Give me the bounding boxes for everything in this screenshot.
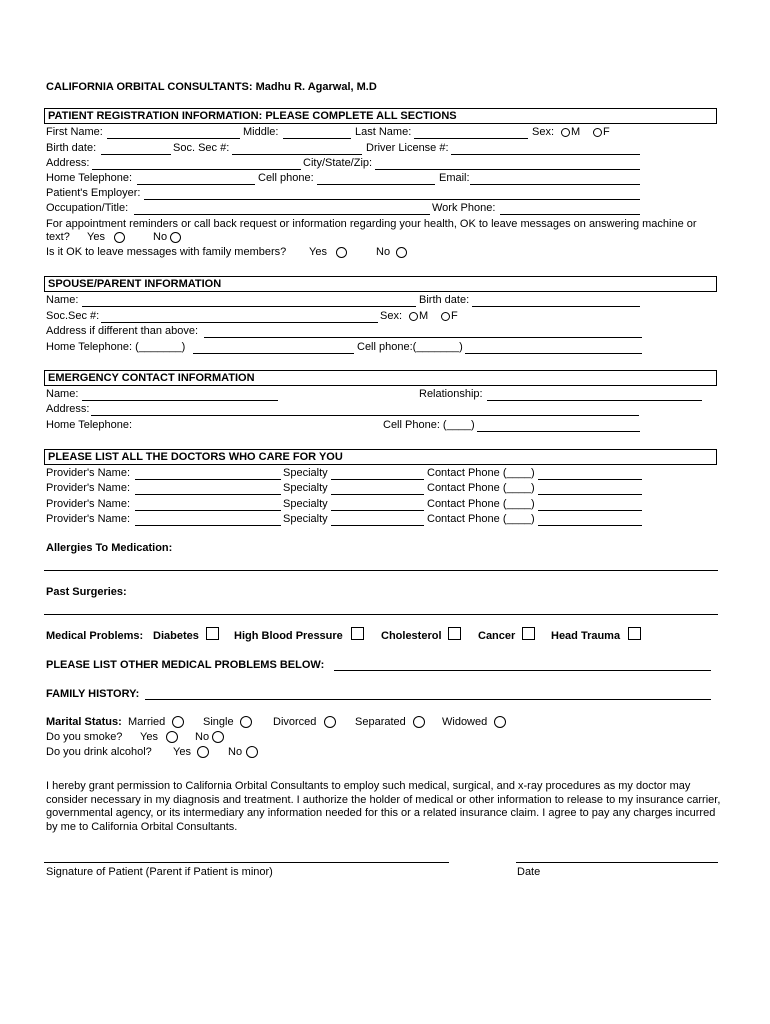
form-title: CALIFORNIA ORBITAL CONSULTANTS: Madhu R. Agarwal, M.D: [46, 81, 377, 93]
birth-date-field[interactable]: [101, 154, 171, 155]
allergies-label: Allergies To Medication:: [46, 542, 173, 554]
spouse-cell-phone-field[interactable]: [465, 353, 642, 354]
spouse-sex-label: Sex:: [380, 310, 403, 322]
married-radio[interactable]: [172, 716, 184, 728]
soc-sec-field[interactable]: [232, 154, 362, 155]
family-no-radio[interactable]: [396, 247, 407, 258]
last-name-label: Last Name:: [355, 126, 412, 138]
alcohol-no-label: No: [228, 746, 243, 758]
separated-label: Separated: [355, 716, 406, 728]
signature-label: Signature of Patient (Parent if Patient is minor): [46, 866, 273, 878]
reminder-yes-label: Yes: [87, 231, 105, 243]
specialty-field[interactable]: [331, 479, 424, 480]
diabetes-checkbox[interactable]: [206, 627, 219, 640]
doctors-section-header: [44, 449, 717, 465]
provider-name-field[interactable]: [135, 494, 281, 495]
address-label: Address:: [46, 157, 90, 169]
specialty-label: Specialty: [283, 482, 328, 494]
head-trauma-label: Head Trauma: [551, 630, 621, 642]
other-problems-label: PLEASE LIST OTHER MEDICAL PROBLEMS BELOW:: [46, 659, 325, 671]
smoke-yes-radio[interactable]: [166, 731, 178, 743]
spouse-sex-m-label: M: [419, 310, 429, 322]
occupation-label: Occupation/Title:: [46, 202, 129, 214]
spouse-name-label: Name:: [46, 294, 79, 306]
sex-f-label: F: [603, 126, 610, 138]
date-field[interactable]: [516, 862, 718, 863]
middle-field[interactable]: [283, 138, 351, 139]
specialty-field[interactable]: [331, 510, 424, 511]
work-phone-label: Work Phone:: [432, 202, 496, 214]
smoke-yes-label: Yes: [140, 731, 158, 743]
other-problems-field[interactable]: [334, 670, 711, 671]
specialty-label: Specialty: [283, 467, 328, 479]
emergency-cell-phone-field[interactable]: [477, 431, 640, 432]
specialty-field[interactable]: [331, 525, 424, 526]
employer-label: Patient's Employer:: [46, 187, 141, 199]
first-name-label: First Name:: [46, 126, 103, 138]
reminder-no-label: No: [153, 231, 168, 243]
alcohol-yes-label: Yes: [173, 746, 191, 758]
provider-name-label: Provider's Name:: [46, 513, 131, 525]
spouse-sex-f-label: F: [451, 310, 458, 322]
spouse-section-header: [44, 276, 717, 292]
contact-phone-label: Contact Phone (____): [427, 482, 535, 494]
sex-label: Sex:: [532, 126, 555, 138]
patient-section-title: PATIENT REGISTRATION INFORMATION: PLEASE COMPLETE ALL SECTIONS: [48, 110, 457, 122]
cholesterol-checkbox[interactable]: [448, 627, 461, 640]
spouse-sex-m-radio[interactable]: [409, 312, 418, 321]
alcohol-no-radio[interactable]: [246, 746, 258, 758]
home-telephone-label: Home Telephone:: [46, 172, 133, 184]
email-field[interactable]: [470, 184, 640, 185]
last-name-field[interactable]: [414, 138, 528, 139]
emergency-section-title: EMERGENCY CONTACT INFORMATION: [48, 372, 255, 384]
driver-license-field[interactable]: [451, 154, 640, 155]
divorced-label: Divorced: [273, 716, 317, 728]
family-messages-question: Is it OK to leave messages with family members?: [46, 246, 287, 258]
spouse-soc-sec-label: Soc.Sec #:: [46, 310, 100, 322]
occupation-field[interactable]: [134, 214, 430, 215]
cell-phone-field[interactable]: [317, 184, 435, 185]
soc-sec-label: Soc. Sec #:: [173, 142, 230, 154]
widowed-label: Widowed: [442, 716, 488, 728]
doctors-section-title: PLEASE LIST ALL THE DOCTORS WHO CARE FOR YOU: [48, 451, 343, 463]
family-yes-label: Yes: [309, 246, 327, 258]
smoke-no-radio[interactable]: [212, 731, 224, 743]
diabetes-label: Diabetes: [153, 630, 199, 642]
separated-radio[interactable]: [413, 716, 425, 728]
spouse-address-label: Address if different than above:: [46, 325, 199, 337]
family-history-label: FAMILY HISTORY:: [46, 688, 140, 700]
smoke-question: Do you smoke?: [46, 731, 123, 743]
sex-m-radio[interactable]: [561, 128, 570, 137]
single-radio[interactable]: [240, 716, 252, 728]
signature-field[interactable]: [44, 862, 449, 863]
employer-field[interactable]: [144, 199, 640, 200]
emergency-relationship-label: Relationship:: [419, 388, 483, 400]
high-blood-pressure-label: High Blood Pressure: [234, 630, 343, 642]
cholesterol-label: Cholesterol: [381, 630, 442, 642]
address-field[interactable]: [92, 169, 301, 170]
spouse-cell-phone-label: Cell phone:(_______): [357, 341, 463, 353]
sex-f-radio[interactable]: [593, 128, 602, 137]
patient-section-header: [44, 108, 717, 124]
alcohol-question: Do you drink alcohol?: [46, 746, 152, 758]
spouse-name-field[interactable]: [82, 306, 416, 307]
spouse-birth-date-label: Birth date:: [419, 294, 470, 306]
cell-phone-label: Cell phone:: [258, 172, 314, 184]
past-surgeries-label: Past Surgeries:: [46, 586, 127, 598]
spouse-section-title: SPOUSE/PARENT INFORMATION: [48, 278, 222, 290]
sex-m-label: M: [571, 126, 581, 138]
head-trauma-checkbox[interactable]: [628, 627, 641, 640]
emergency-cell-phone-label: Cell Phone: (____): [383, 419, 475, 431]
family-yes-radio[interactable]: [336, 247, 347, 258]
emergency-relationship-field[interactable]: [487, 400, 702, 401]
contact-phone-field[interactable]: [538, 479, 642, 480]
provider-name-label: Provider's Name:: [46, 482, 131, 494]
high-blood-pressure-checkbox[interactable]: [351, 627, 364, 640]
provider-name-label: Provider's Name:: [46, 467, 131, 479]
single-label: Single: [203, 716, 234, 728]
provider-name-field[interactable]: [135, 510, 281, 511]
spouse-sex-f-radio[interactable]: [441, 312, 450, 321]
email-label: Email:: [439, 172, 470, 184]
contact-phone-label: Contact Phone (____): [427, 467, 535, 479]
widowed-radio[interactable]: [494, 716, 506, 728]
spouse-soc-sec-field[interactable]: [101, 322, 378, 323]
smoke-no-label: No: [195, 731, 210, 743]
emergency-address-field[interactable]: [91, 415, 639, 416]
spouse-home-telephone-label: Home Telephone: (_______): [46, 341, 186, 353]
text-question: text?: [46, 231, 70, 243]
provider-name-label: Provider's Name:: [46, 498, 131, 510]
contact-phone-field[interactable]: [538, 525, 642, 526]
driver-license-label: Driver License #:: [366, 142, 449, 154]
marital-status-label: Marital Status:: [46, 716, 122, 728]
middle-label: Middle:: [243, 126, 279, 138]
city-state-zip-field[interactable]: [375, 169, 640, 170]
city-state-zip-label: City/State/Zip:: [303, 157, 373, 169]
alcohol-yes-radio[interactable]: [197, 746, 209, 758]
emergency-name-field[interactable]: [82, 400, 278, 401]
specialty-field[interactable]: [331, 494, 424, 495]
spouse-birth-date-field[interactable]: [472, 306, 640, 307]
reminder-no-radio[interactable]: [170, 232, 181, 243]
reminder-question: For appointment reminders or call back request or information regarding your health, OK to leave messages on answering machine or: [46, 218, 697, 230]
contact-phone-label: Contact Phone (____): [427, 513, 535, 525]
reminder-yes-radio[interactable]: [114, 232, 125, 243]
provider-name-field[interactable]: [135, 479, 281, 480]
home-telephone-field[interactable]: [137, 184, 255, 185]
married-label: Married: [128, 716, 166, 728]
first-name-field[interactable]: [107, 138, 240, 139]
birth-date-label: Birth date:: [46, 142, 97, 154]
provider-name-field[interactable]: [135, 525, 281, 526]
spouse-address-field[interactable]: [204, 337, 642, 338]
specialty-label: Specialty: [283, 513, 328, 525]
allergies-field[interactable]: [44, 570, 718, 571]
consent-paragraph: I hereby grant permission to California Orbital Consultants to employ such medical, surgical, and x-ray procedures as my doctor may consider necessary in my diagnosis and treatment. I authorize the holder of medical or other information to release to my insurance carrier, governmental agency, or its intermediary any information needed for this or a related insurance claim. I agree to pay any charges incurred by me to California Orbital Consultants.: [46, 780, 721, 833]
cancer-checkbox[interactable]: [522, 627, 535, 640]
work-phone-field[interactable]: [500, 214, 640, 215]
cancer-label: Cancer: [478, 630, 516, 642]
specialty-label: Specialty: [283, 498, 328, 510]
emergency-name-label: Name:: [46, 388, 79, 400]
divorced-radio[interactable]: [324, 716, 336, 728]
emergency-home-telephone-label: Home Telephone:: [46, 419, 133, 431]
contact-phone-field[interactable]: [538, 510, 642, 511]
past-surgeries-field[interactable]: [44, 614, 718, 615]
family-history-field[interactable]: [145, 699, 711, 700]
family-no-label: No: [376, 246, 391, 258]
spouse-home-telephone-field[interactable]: [193, 353, 354, 354]
contact-phone-label: Contact Phone (____): [427, 498, 535, 510]
medical-problems-label: Medical Problems:: [46, 630, 144, 642]
emergency-section-header: [44, 370, 717, 386]
contact-phone-field[interactable]: [538, 494, 642, 495]
date-label: Date: [517, 866, 541, 878]
emergency-address-label: Address:: [46, 403, 90, 415]
